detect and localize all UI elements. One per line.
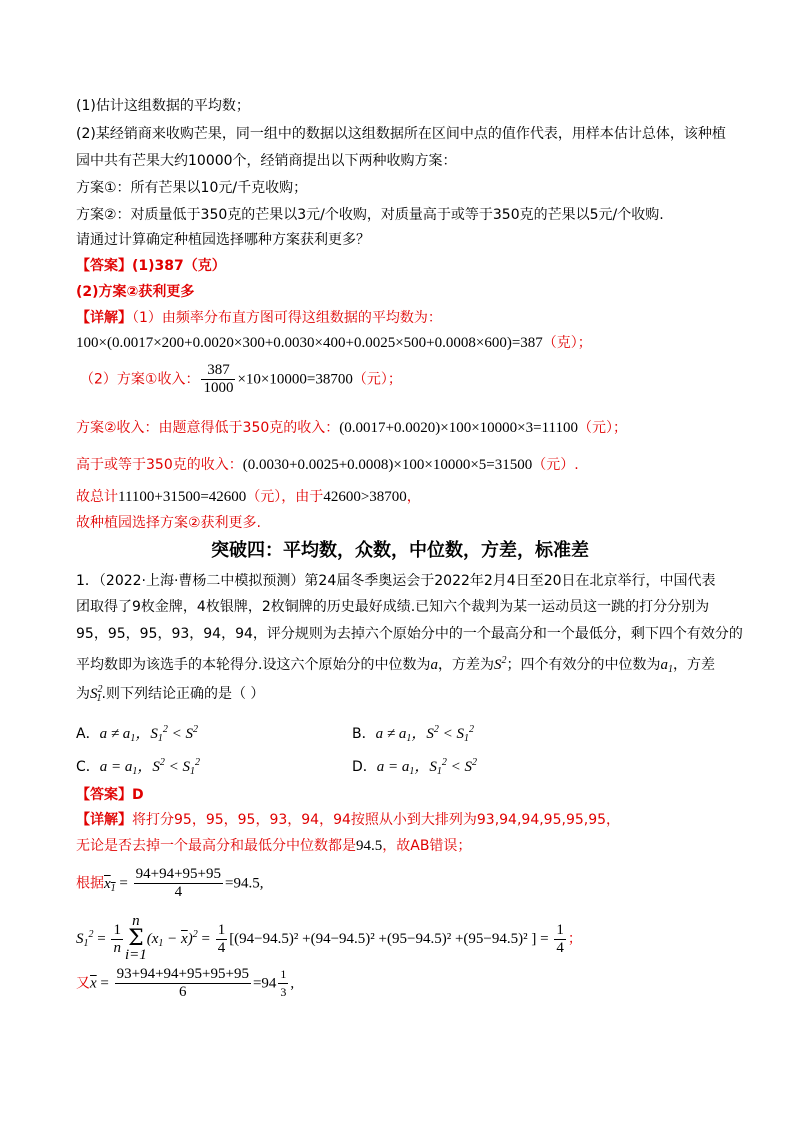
plan2-income-high xyxy=(76,455,579,475)
equation-mean xyxy=(76,333,592,353)
plan2-low-label: 方案②收入：由题意得低于350克的收入： xyxy=(76,420,340,436)
var-a: a xyxy=(430,657,438,673)
plan2-high-formula: (0.0030+0.0025+0.0008)×100×10000×5=31500 xyxy=(242,457,533,473)
plan2-low-unit: （元）； xyxy=(577,420,627,436)
option-d-label: D． xyxy=(352,759,377,775)
plan2-income-low xyxy=(76,418,627,438)
mean-original-fraction xyxy=(115,966,251,1001)
variance-end: ； xyxy=(567,931,582,947)
option-a-label: A． xyxy=(76,726,100,742)
section-title: 突破四：平均数，众数，中位数，方差，标准差 xyxy=(211,540,589,561)
fraction-denominator: 1000 xyxy=(203,380,234,396)
detail-3-b: ，故AB错误； xyxy=(382,838,472,854)
detail-1 xyxy=(76,308,442,328)
conclusion: 故种植园选择方案②获利更多. xyxy=(76,515,262,531)
var-s1-2: $S^2_1$ xyxy=(90,684,103,704)
plan2-text: 方案②：对质量低于350克的芒果以3元/个收购，对质量高于或等于350克的芒果以5元/个收购. xyxy=(76,207,664,223)
q1-line-5-a: 为 xyxy=(76,686,90,702)
option-a[interactable] xyxy=(76,720,198,749)
q1-line-4-c: ；四个有效分的中位数为 xyxy=(506,657,661,673)
mean-unit: （克）； xyxy=(542,335,592,351)
answer-1 xyxy=(76,256,226,276)
detail-tag: 【详解】 xyxy=(76,310,132,326)
median-value: 94.5 xyxy=(356,838,383,854)
mean-original-denominator: 6 xyxy=(179,984,187,1000)
plan1-income-label: （2）方案①收入： xyxy=(80,371,200,388)
q1-line-2: 团取得了9枚金牌，4枚银牌，2枚铜牌的历史最好成绩.已知六个裁判为某一运动员这一跳的打分分别为 xyxy=(76,599,710,615)
answer-2: (2)方案②获利更多 xyxy=(76,284,195,300)
detail-text: （1）由频率分布直方图可得这组数据的平均数为： xyxy=(132,310,442,326)
answer-value: (1)387（克） xyxy=(132,258,226,274)
total-label: 故总计 xyxy=(76,489,118,505)
total-formula: 11100+31500=42600 xyxy=(118,489,247,505)
mean-original-int: =94 xyxy=(252,975,277,992)
compare-formula: 42600>38700 xyxy=(323,489,407,505)
answer-3-tag: 【答案】 xyxy=(76,787,132,803)
q1-line-4 xyxy=(76,651,715,680)
question-ask: 请通过计算确定种植园选择哪种方案获利更多？ xyxy=(76,232,370,248)
var-x-bar: $\overline{x}$ xyxy=(90,975,97,992)
q1-line-3: 95，95，95，93，94，94，评分规则为去掉六个原始分中的一个最高分和一个最低分，剩下四个有效分的 xyxy=(76,626,743,642)
plan1-income xyxy=(80,362,402,397)
option-d[interactable] xyxy=(352,753,477,782)
option-b-formula: $a \ne a_1$，$S^2 < S_1^2$ xyxy=(375,724,474,744)
q1-line-5 xyxy=(76,680,264,709)
answer-tag: 【答案】 xyxy=(76,258,132,274)
detail-3-a: 无论是否去掉一个最高分和最低分中位数都是 xyxy=(76,838,356,854)
option-b-label: B． xyxy=(352,726,376,742)
mean-original: 又$\overline{x}$ = $\frac{93+94+94+95+95+95}{6}$ =94 $\frac{1}{3}$ , xyxy=(76,966,295,1000)
part2-text-b: 园中共有芒果大约10000个，经销商提出以下两种收购方案： xyxy=(76,153,457,169)
var-x1-bar: $x_1$ xyxy=(104,875,116,894)
var-s2: $S^2$ xyxy=(493,655,507,673)
plan2-high-label: 高于或等于350克的收入： xyxy=(76,457,243,473)
plan1-unit: （元）； xyxy=(352,371,402,388)
total-end: ， xyxy=(406,489,421,505)
answer-3 xyxy=(76,785,144,805)
part1-text: (1)估计这组数据的平均数； xyxy=(76,98,250,114)
q1-line-4-b: ，方差为 xyxy=(437,657,494,673)
total-unit: （元），由于 xyxy=(246,489,324,505)
mean-effective-denominator: 4 xyxy=(174,884,183,900)
option-c-formula: $a = a_1$，$S^2 < S_1^2$ xyxy=(99,757,201,777)
plan2-high-unit: （元）. xyxy=(532,457,579,473)
detail-2 xyxy=(76,810,620,830)
option-b[interactable] xyxy=(352,720,474,749)
fraction-numerator: 387 xyxy=(201,362,235,380)
option-d-formula: $a = a_1$，$S_1^2 < S^2$ xyxy=(376,757,478,777)
plan2-low-formula: (0.0017+0.0020)×100×10000×3=11100 xyxy=(339,420,578,436)
mean-effective: 根据$x_1$ = $\frac{94+94+95+95}{4}$ =94.5, xyxy=(76,866,264,900)
sum-term: $(x_1 - \overline{x})^2$ xyxy=(146,929,198,949)
option-c[interactable] xyxy=(76,753,200,782)
detail-2-tag: 【详解】 xyxy=(76,812,132,828)
mean-effective-label: 根据 xyxy=(76,875,104,892)
mean-effective-result: =94.5, xyxy=(225,875,264,892)
variance-effective: $S_1^2$ = $\frac{1}{n}$ n Σ $i=1(x_1 - \overline{x})^2$ = $\frac{1}{4}$ [(94−94.5)² +(94−94.5)² +(95−94.5)² +(95−94.5)² ] = $\frac{1}{4}$ ； xyxy=(76,913,582,963)
part2-text-a: (2)某经销商来收购芒果，同一组中的数据以这组数据所在区间中点的值作代表，用样本估计总体，该种植 xyxy=(76,126,726,142)
option-a-formula: $a \ne a_1$，$S_1^2 < S^2$ xyxy=(99,724,198,744)
q1-line-4-a: 平均数即为该选手的本轮得分.设这六个原始分的中位数为 xyxy=(76,657,431,673)
plan1-fraction xyxy=(201,362,235,397)
total-income xyxy=(76,487,421,507)
mean-effective-fraction xyxy=(134,866,223,901)
plan1-text: 方案①：所有芒果以10元/千克收购； xyxy=(76,180,308,196)
var-a1: $a_1$ xyxy=(660,657,673,675)
sum-symbol: n Σ i=1 xyxy=(124,913,147,963)
q1-line-4-d: ，方差 xyxy=(672,657,715,673)
mean-original-label: 又 xyxy=(76,975,90,992)
quarter-fraction: $\frac{1}{4}$ xyxy=(217,921,226,956)
q1-line-5-b: .则下列结论正确的是（ ） xyxy=(101,686,265,702)
variance-expansion: [(94−94.5)² +(94−94.5)² +(95−94.5)² +(95−94.5)² ] xyxy=(229,931,537,947)
mean-formula: 100×(0.0017×200+0.0020×300+0.0030×400+0.0025×500+0.0008×600)=387 xyxy=(76,335,543,351)
one-over-n: $\frac{1}{n}$ xyxy=(113,921,121,956)
detail-3 xyxy=(76,836,471,856)
q1-line-1: 1．（2022·上海·曹杨二中模拟预测）第24届冬季奥运会于2022年2月4日至20日在北京举行，中国代表 xyxy=(76,573,716,589)
option-c-label: C． xyxy=(76,759,100,775)
var-s1-sq: $S_1^2$ xyxy=(76,929,94,949)
detail-2-text: 将打分95，95，95，93，94，94按照从小到大排列为93,94,94,95,95,95， xyxy=(132,812,621,828)
mean-original-numerator: 93+94+94+95+95+95 xyxy=(116,966,249,982)
plan1-formula: ×10×10000=38700 xyxy=(237,371,353,388)
mean-effective-numerator: 94+94+95+95 xyxy=(135,866,222,882)
mean-original-end: , xyxy=(290,975,295,992)
variance-result: $\frac{1}{4}$ xyxy=(556,921,564,956)
mean-original-mixed: $\frac{1}{3}$ xyxy=(280,967,287,999)
answer-3-value: D xyxy=(132,787,144,803)
